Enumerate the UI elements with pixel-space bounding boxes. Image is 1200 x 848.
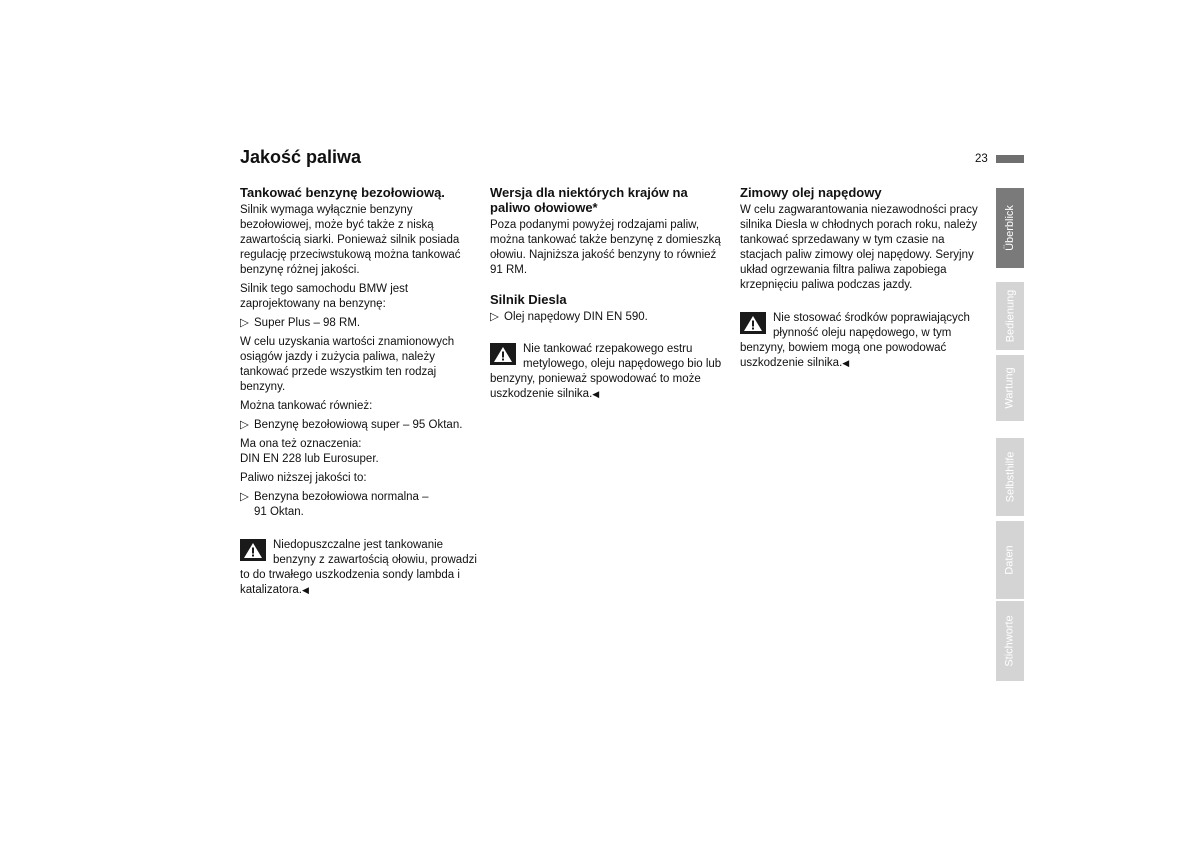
end-marker-icon: ◀ [842,358,850,368]
warning-triangle-icon [740,312,766,334]
triangle-right-icon: ▷ [240,419,249,431]
warning-triangle-icon [490,343,516,365]
paragraph [240,437,478,467]
paragraph: Można tankować również: [240,400,373,412]
page-number-bar [996,155,1024,163]
tab-label: Überblick [1004,205,1017,251]
triangle-right-icon: ▷ [240,317,249,329]
warning-text: Nie tankować rzepakowego estru metylowego, oleju napędowego bio lub benzyny, ponieważ spowodować to może uszkodzenie silnika. [490,343,722,400]
warning-text: Niedopuszczalne jest tankowanie benzyny z zawartością ołowiu, prowadzi to do trwałego uszkodzenia sondy lambda i katalizatora. [240,539,477,596]
paragraph: Paliwo niższej jakości to: [240,472,367,484]
list-item [240,418,478,433]
tab-uberblick[interactable] [996,188,1024,268]
tab-label: Wartung [1004,367,1017,409]
list-item [240,490,478,520]
tab-bedienung[interactable] [996,282,1024,350]
warning-triangle-icon [240,539,266,561]
page-number: 23 [975,153,988,165]
paragraph: Poza podanymi powyżej rodzajami paliw, można tankować także benzynę z domieszką ołowiu. Najniższa jakość benzyny to równieź 91 RM. [490,219,721,276]
warning-note [240,538,478,598]
tab-label: Bedienung [1004,289,1017,343]
section-heading-winter-diesel: Zimowy olej napędowy [740,185,882,200]
warning-text: Nie stosować środków poprawiających płynność oleju napędowego, w tym benzyny, bowiem mogą one powodować uszkodzenie silnika. [740,312,970,369]
section-heading-diesel: Silnik Diesla [490,292,567,307]
tab-wartung[interactable] [996,355,1024,421]
column-1 [240,185,478,598]
paragraph: W celu zagwarantowania niezawodności pracy silnika Diesla w chłodnych porach roku, należy tankować sprzedawany w tym czasie na stacjach paliw zimowy olej napędowy. Seryjny układ ogrzewania filtra paliwa zapobiega krzepnięciu paliwa podczas jazdy. [740,204,978,291]
end-marker-icon: ◀ [592,389,600,399]
warning-note [740,311,978,371]
paragraph-line: Ma ona też oznaczenia: [240,438,362,450]
paragraph: Silnik tego samochodu BMW jest zaprojektowany na benzynę: [240,283,409,310]
tab-label: Selbsthilfe [1004,451,1017,503]
column-2 [490,185,728,402]
list-item [240,316,478,331]
list-item-text: Benzynę bezołowiową super – 95 Oktan. [254,419,463,431]
tab-daten[interactable] [996,521,1024,599]
list-item-text: Super Plus – 98 RM. [254,317,361,329]
list-item-text: Olej napędowy DIN EN 590. [504,311,648,323]
paragraph: W celu uzyskania wartości znamionowych osiągów jazdy i zużycia paliwa, należy tankować przede wszystkim ten rodzaj benzyny. [240,336,455,393]
section-heading-unleaded: Tankować benzynę bezołowiową. [240,185,445,200]
list-item-text: 91 Oktan. [254,506,304,518]
triangle-right-icon: ▷ [490,311,499,323]
paragraph: Silnik wymaga wyłącznie benzyny bezołowiowej, może być także z niską zawartością siarki. Ponieważ silnik posiada regulację przeciwstukową można tankować benzynę różnej jakości. [240,204,461,276]
column-3 [740,185,978,371]
list-item [490,310,728,325]
tab-selbsthilfe[interactable] [996,438,1024,516]
triangle-right-icon: ▷ [240,491,249,503]
section-heading-leaded: Wersja dla niektórych krajów na paliwo ołowiowe* [490,185,688,215]
tab-stichworte[interactable] [996,601,1024,681]
tab-label: Stichworte [1004,615,1017,667]
page-title: Jakość paliwa [240,147,362,167]
end-marker-icon: ◀ [302,585,309,595]
warning-note [490,342,728,402]
paragraph-line: DIN EN 228 lub Eurosuper. [240,453,379,465]
tab-label: Daten [1004,545,1017,575]
list-item-text: Benzyna bezołowiowa normalna – [254,491,429,503]
